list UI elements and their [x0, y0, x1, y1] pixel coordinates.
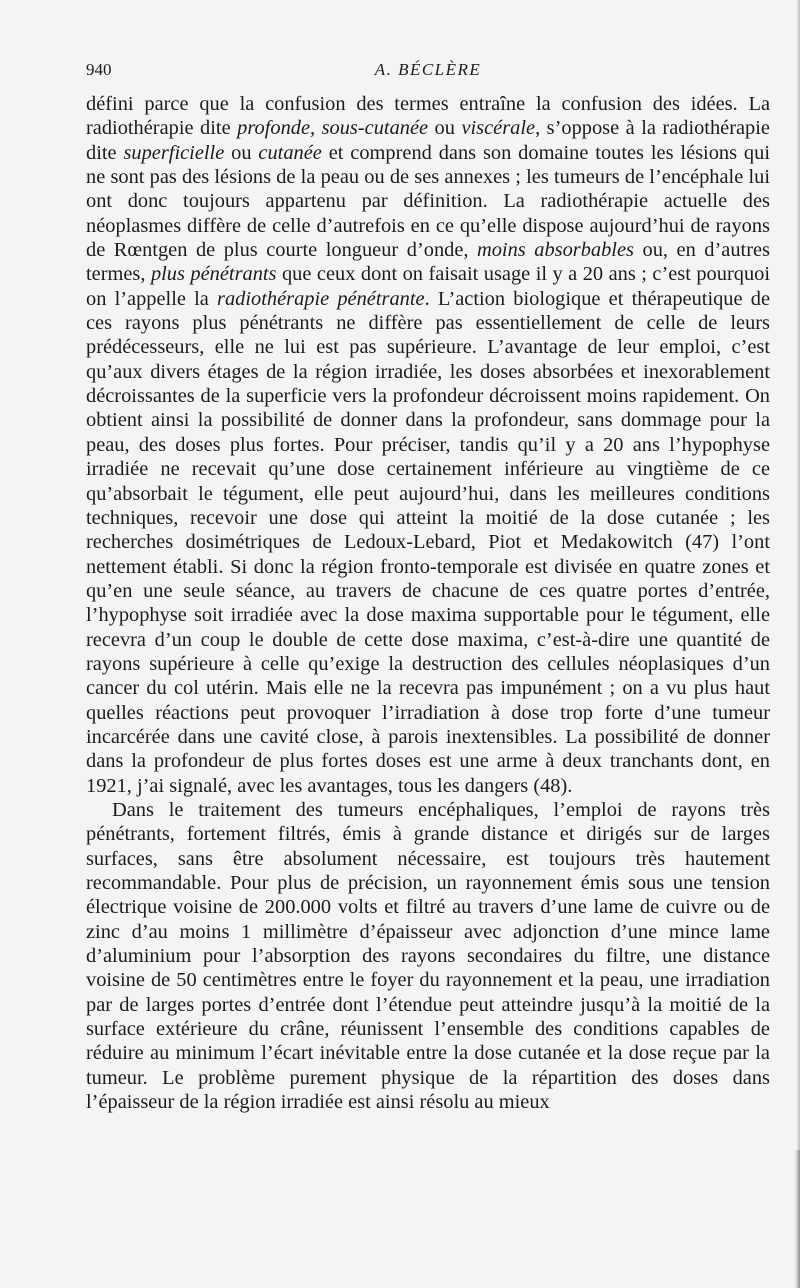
- italic-phrase: plus pénétrants: [150, 263, 277, 286]
- text-run: . L’action biologique et thérapeutique de ces rayons plus pénétrants ne diffère pas essentiellement de celle de leurs prédécesseurs, elle ne lui est pas supérieure. L’avantage de leur emploi, c’est qu’aux divers étages de la région irradiée, les doses absorbées et inexorablement décroissantes de la superficie vers la profondeur décroissent moins rapidement. On obtient ainsi la possibilité de donner dans la profondeur, sans dommage pour la peau, des doses plus fortes. Pour préciser, tandis qu’il y a 20 ans l’hypophyse irradiée ne recevait qu’une dose certainement inférieure au vingtième de ce qu’absorbait le tégument, elle peut aujourd’hui, dans les meilleures conditions techniques, recevoir une dose qui atteint la moitié de la dose cutanée ; les recherches dosimétriques de Ledoux-Lebard, Piot et Medakowitch (47) l’ont nettement établi. Si donc la région fronto-temporale est divisée en quatre zones et qu’en une seule séance, au travers de chacune de ces quatre portes d’entrée, l’hypophyse soit irradiée avec la dose maxima supportable pour le tégument, elle recevra d’un coup le double de cette dose maxima, c’est-à-dire une quantité de rayons supérieure à celle qu’exige la destruction des cellules néoplasiques d’un cancer du col utérin. Mais elle ne la recevra pas impunément ; on a vu plus haut quelles réactions peut provoquer l’irradiation à dose trop forte d’une tumeur incarcérée dans une cavité close, à parois inextensibles. La possibilité de donner dans la profondeur de plus fortes doses est une arme à deux tranchants dont, en 1921, j’ai signalé, avec les avantages, tous les dangers (48).: [86, 287, 770, 797]
- page-number: 940: [86, 60, 112, 79]
- text-run: ou: [224, 141, 259, 164]
- italic-phrase: superficielle: [123, 141, 225, 164]
- italic-phrase: profonde, sous-cutanée: [237, 117, 429, 140]
- text-run: Dans le traitement des tumeurs encéphaliques, l’emploi de rayons très pénétrants, fortement filtrés, émis à grande distance et dirigés sur de larges surfaces, sans être absolument nécessaire, est toujours très hautement recommandable. Pour plus de précision, un rayonnement émis sous une tension électrique voisine de 200.000 volts et filtré au travers d’une lame de cuivre ou de zinc d’au moins 1 millimètre d’épaisseur avec adjonction d’une mince lame d’aluminium pour l’absorption des rayons secondaires du filtre, une distance voisine de 50 centimètres entre le foyer du rayonnement et la peau, une irradiation par de larges portes d’entrée dont l’étendue peut atteindre jusqu’à la moitié de la surface extérieure du crâne, réunissent l’ensemble des conditions capables de réduire au minimum l’écart inévitable entre la dose cutanée et la dose reçue par la tumeur. Le problème purement physique de la répartition des doses dans l’épaisseur de la région irradiée est ainsi résolu au mieux: [86, 798, 770, 1114]
- italic-phrase: cutanée: [258, 141, 322, 164]
- italic-phrase: viscérale: [461, 117, 536, 140]
- text-run: que ceux dont on faisait usage il y a 20 ans ; c’est pourquoi on l’appelle la: [86, 263, 770, 310]
- paragraph: [86, 92, 770, 798]
- page-edge-shadow: [794, 1150, 800, 1288]
- italic-phrase: radiothérapie pénétrante: [217, 287, 425, 310]
- text-run: défini parce que la confusion des termes entraîne la confusion des idées. La radiothérapie dite: [86, 93, 770, 140]
- text-run: , s’oppose à la radiothérapie dite: [86, 117, 770, 164]
- page-header: [86, 60, 770, 86]
- running-title: A. BÉCLÈRE: [374, 60, 482, 79]
- text-run: ou, en d’autres termes,: [86, 239, 770, 286]
- text-run: ou: [428, 117, 462, 140]
- paragraph: [86, 798, 770, 1114]
- italic-phrase: moins absorbables: [477, 239, 634, 262]
- body-text: [86, 92, 770, 1114]
- text-run: et comprend dans son domaine toutes les lésions qui ne sont pas des lésions de la peau ou de ses annexes ; les tumeurs de l’encéphale lui ont donc toujours appartenu par définition. La radiothérapie actuelle des néoplasmes diffère de celle d’autrefois en ce qu’elle dispose aujourd’hui de rayons de Rœntgen de plus courte longueur d’onde,: [86, 141, 770, 262]
